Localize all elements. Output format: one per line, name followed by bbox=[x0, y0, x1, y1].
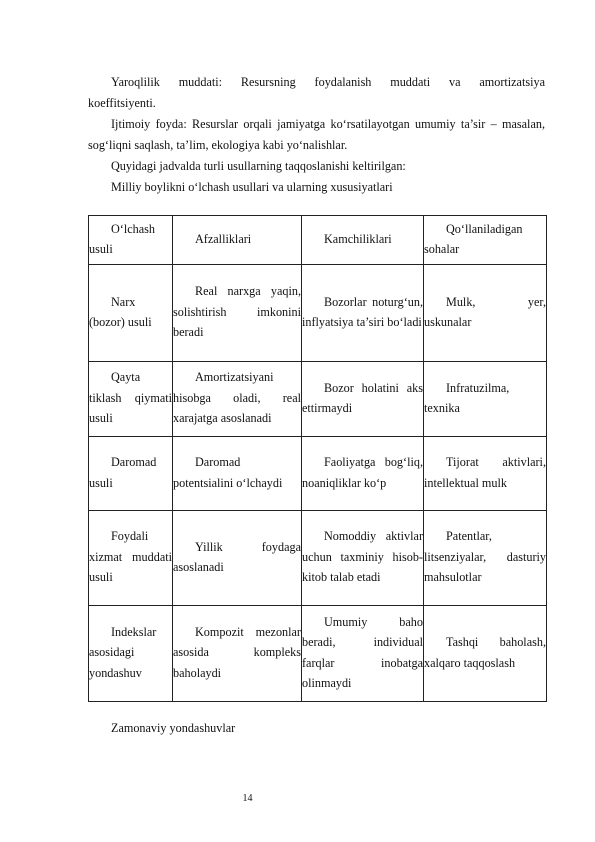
table-row bbox=[89, 362, 547, 437]
table-header-row bbox=[89, 216, 547, 265]
table-cell: Qayta tiklash qiymati usuli bbox=[89, 362, 173, 437]
table-cell: Real narxga yaqin, solishtirish imkonini beradi bbox=[173, 265, 302, 362]
table-row bbox=[89, 606, 547, 702]
header-cell-advantages: Afzalliklari bbox=[173, 216, 302, 265]
table-cell: Narx (bozor) usuli bbox=[89, 265, 173, 362]
table-cell: Daromad potentsialini o‘lchaydi bbox=[173, 437, 302, 511]
table-cell: Foydali xizmat muddati usuli bbox=[89, 511, 173, 606]
table-cell: Faoliyatga bog‘liq, noaniqliklar ko‘p bbox=[302, 437, 424, 511]
table-row bbox=[89, 265, 547, 362]
table-cell: Amortizatsiyani hisobga oladi, real xarajatga asoslanadi bbox=[173, 362, 302, 437]
table-cell: Patentlar, litsenziyalar, dasturiy mahsulotlar bbox=[424, 511, 547, 606]
table-row bbox=[89, 437, 547, 511]
page-number: 14 bbox=[242, 793, 253, 804]
table-cell: Infratuzilma, texnika bbox=[424, 362, 547, 437]
paragraph-service-life: Yaroqlilik muddati: Resursning foydalanish muddati va amortizatsiya koeffitsiyenti. bbox=[88, 75, 545, 110]
table-cell: Daromad usuli bbox=[89, 437, 173, 511]
header-cell-method: O‘lchash usuli bbox=[89, 216, 173, 265]
table-cell: Indekslar asosidagi yondashuv bbox=[89, 606, 173, 702]
table-caption: Milliy boylikni o‘lchash usullari va ularning xususiyatlari bbox=[111, 180, 393, 194]
table-cell: Tashqi baholash, xalqaro taqqoslash bbox=[424, 606, 547, 702]
table-cell: Bozor holatini aks ettirmaydi bbox=[302, 362, 424, 437]
header-cell-areas: Qo‘llaniladigan sohalar bbox=[424, 216, 547, 265]
paragraph-social-benefit: Ijtimoiy foyda: Resurslar orqali jamiyatga ko‘rsatilayotgan umumiy ta’sir – masalan, sog‘liqni saqlash, ta’lim, ekologiya kabi yo‘nalishlar. bbox=[88, 117, 545, 152]
table-cell: Nomoddiy aktivlar uchun taxminiy hisob-kitob talab etadi bbox=[302, 511, 424, 606]
comparison-table bbox=[88, 215, 547, 702]
table-cell: Mulk, yer, uskunalar bbox=[424, 265, 547, 362]
table-cell: Umumiy baho beradi, individual farqlar inobatga olinmaydi bbox=[302, 606, 424, 702]
section-heading-modern-approaches: Zamonaviy yondashuvlar bbox=[111, 721, 236, 735]
table-cell: Yillik foydaga asoslanadi bbox=[173, 511, 302, 606]
table-row bbox=[89, 511, 547, 606]
table-cell: Bozorlar noturg‘un, inflyatsiya ta’siri bo‘ladi bbox=[302, 265, 424, 362]
paragraph-table-intro: Quyidagi jadvalda turli usullarning taqqoslanishi keltirilgan: bbox=[111, 159, 406, 173]
table-cell: Tijorat aktivlari, intellektual mulk bbox=[424, 437, 547, 511]
table-cell: Kompozit mezonlar asosida kompleks baholaydi bbox=[173, 606, 302, 702]
header-cell-disadvantages: Kamchiliklari bbox=[302, 216, 424, 265]
